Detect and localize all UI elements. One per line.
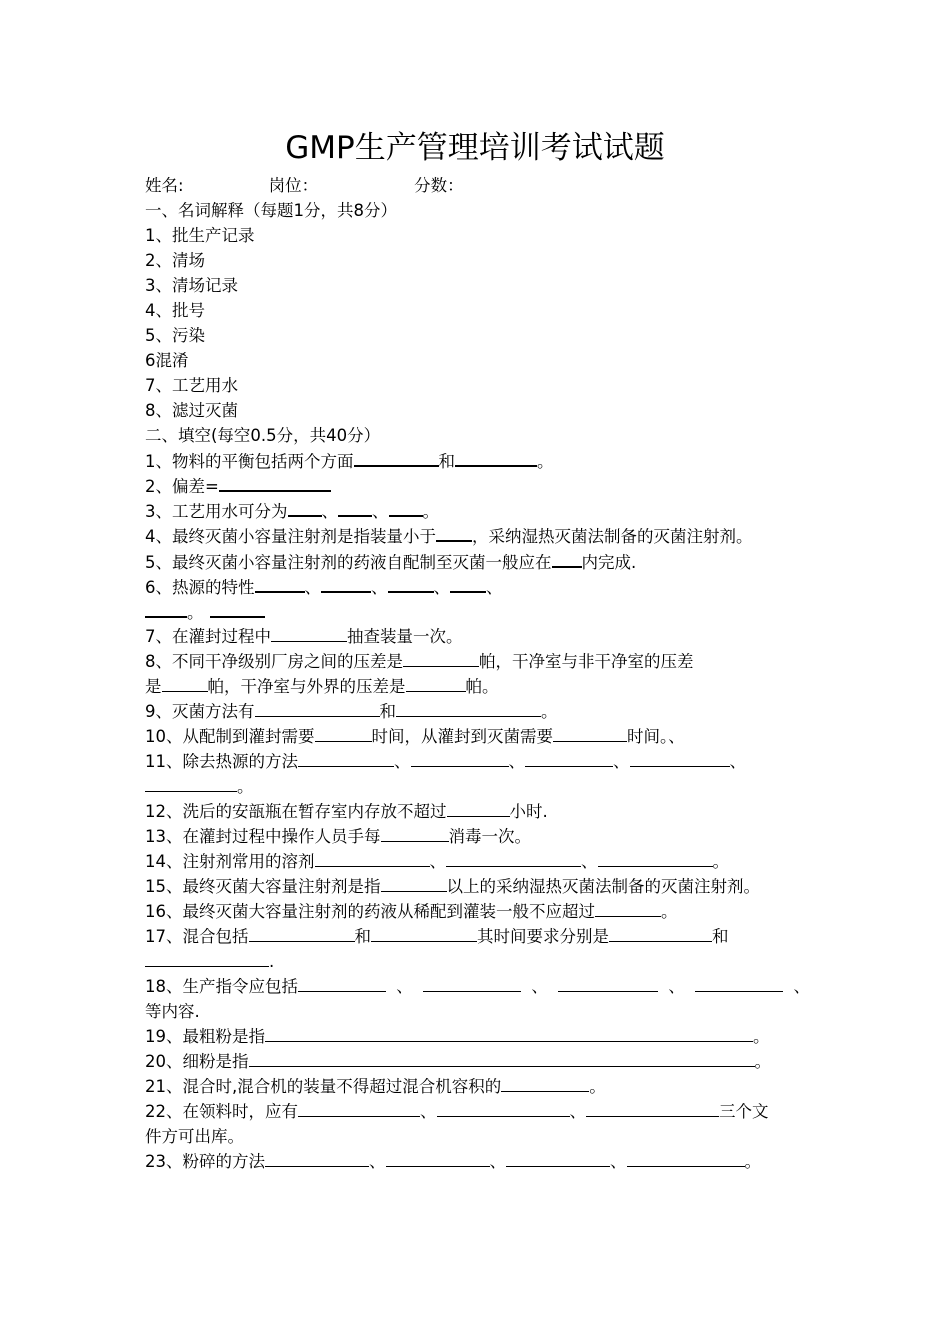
blank[interactable] — [255, 574, 305, 593]
blank[interactable] — [271, 624, 347, 642]
question-10 — [145, 724, 810, 749]
question-5 — [145, 549, 810, 574]
question-13 — [145, 824, 810, 849]
separator: 、 — [429, 852, 446, 871]
question-text: 三个文 — [719, 1102, 769, 1121]
question-8-cont — [145, 674, 810, 699]
blank[interactable] — [525, 749, 613, 767]
question-text: 帕。 — [465, 677, 499, 696]
question-text: 帕，干净室与非干净室的压差 — [479, 652, 694, 671]
question-text: 13、在灌封过程中操作人员手每 — [145, 827, 381, 846]
separator: 、 — [420, 1102, 437, 1121]
question-23 — [145, 1149, 810, 1174]
question-17 — [145, 924, 810, 949]
question-text: 。 — [744, 1152, 761, 1171]
blank[interactable] — [609, 924, 712, 942]
question-18 — [145, 974, 810, 999]
blank[interactable] — [265, 1024, 753, 1042]
question-text: 17、混合包括 — [145, 927, 249, 946]
blank[interactable] — [450, 574, 486, 593]
question-text: 和 — [354, 927, 371, 946]
question-text: 。 — [187, 603, 204, 622]
blank[interactable] — [354, 448, 439, 467]
question-text: 15、最终灭菌大容量注射剂是指 — [145, 877, 381, 896]
question-22-cont: 件方可出库。 — [145, 1127, 244, 1146]
blank[interactable] — [321, 574, 371, 593]
question-text: 1、物料的平衡包括两个方面 — [145, 452, 354, 471]
separator: 、 — [793, 977, 810, 996]
blank[interactable] — [436, 523, 472, 542]
blank[interactable] — [586, 1099, 719, 1117]
blank[interactable] — [298, 749, 394, 767]
separator: 、 — [613, 752, 630, 771]
separator: 、 — [668, 977, 685, 996]
list-item: 6混淆 — [145, 351, 189, 370]
question-text: ，采纳湿热灭菌法制备的灭菌注射剂。 — [472, 527, 753, 546]
question-11-cont — [145, 774, 810, 799]
question-17-cont — [145, 949, 810, 974]
blank[interactable] — [403, 649, 479, 667]
question-16 — [145, 899, 810, 924]
blank[interactable] — [396, 699, 541, 717]
list-item: 2、清场 — [145, 251, 205, 270]
question-text: 22、在领料时，应有 — [145, 1102, 298, 1121]
blank[interactable] — [455, 448, 537, 467]
question-18-cont: 等内容. — [145, 1002, 200, 1021]
question-2 — [145, 473, 810, 498]
question-text: 19、最粗粉是指 — [145, 1027, 265, 1046]
question-20 — [145, 1049, 810, 1074]
blank[interactable] — [447, 799, 510, 817]
question-text: 时间。、 — [627, 727, 685, 746]
header-fields — [145, 173, 810, 198]
question-text: 、 — [372, 502, 389, 521]
separator: 、 — [489, 1152, 506, 1171]
question-text: 。 — [422, 502, 439, 521]
blank[interactable] — [553, 724, 627, 742]
blank[interactable] — [437, 1099, 570, 1117]
score-label: 分数： — [414, 176, 464, 195]
section1-heading: 一、名词解释（每题1分，共8分） — [145, 201, 397, 220]
blank[interactable] — [558, 974, 658, 992]
section2-heading: 二、填空(每空0.5分，共40分） — [145, 426, 381, 445]
question-text: 是 — [145, 677, 162, 696]
question-text: 5、最终灭菌小容量注射剂的药液自配制至灭菌一般应在 — [145, 553, 552, 572]
question-11 — [145, 749, 810, 774]
question-text: 23、粉碎的方法 — [145, 1152, 265, 1171]
blank[interactable] — [162, 674, 208, 692]
question-7 — [145, 624, 810, 649]
question-4 — [145, 523, 810, 549]
question-9 — [145, 699, 810, 724]
question-text: 20、细粉是指 — [145, 1052, 249, 1071]
question-12 — [145, 799, 810, 824]
question-text: . — [269, 952, 275, 971]
blank[interactable] — [145, 774, 237, 792]
blank[interactable] — [423, 974, 521, 992]
blank[interactable] — [338, 498, 372, 517]
question-text: 16、最终灭菌大容量注射剂的药液从稀配到灌装一般不应超过 — [145, 902, 595, 921]
list-item: 4、批号 — [145, 301, 205, 320]
separator: 、 — [371, 578, 388, 597]
list-item: 7、工艺用水 — [145, 376, 238, 395]
question-text: 以上的采纳湿热灭菌法制备的灭菌注射剂。 — [446, 877, 760, 896]
separator: 、 — [531, 977, 548, 996]
blank[interactable] — [501, 1074, 589, 1092]
question-3 — [145, 498, 810, 523]
blank[interactable] — [145, 599, 187, 618]
blank[interactable] — [255, 699, 380, 717]
blank[interactable] — [249, 924, 355, 942]
blank[interactable] — [381, 824, 449, 842]
blank[interactable] — [315, 724, 372, 742]
question-text: 帕，干净室与外界的压差是 — [207, 677, 406, 696]
question-text: 。 — [754, 1052, 771, 1071]
question-text: 3、工艺用水可分为 — [145, 502, 288, 521]
question-1 — [145, 448, 810, 473]
blank[interactable] — [249, 1049, 755, 1067]
question-15 — [145, 874, 810, 899]
blank[interactable] — [288, 498, 322, 517]
question-text: 。 — [712, 852, 729, 871]
question-text: 。 — [237, 777, 254, 796]
blank[interactable] — [627, 1149, 745, 1167]
separator: 、 — [729, 752, 746, 771]
blank[interactable] — [219, 473, 331, 492]
blank[interactable] — [411, 749, 509, 767]
blank[interactable] — [298, 1099, 420, 1117]
question-text: 。 — [589, 1077, 606, 1096]
separator: 、 — [304, 578, 321, 597]
question-text: 11、除去热源的方法 — [145, 752, 298, 771]
exam-body — [145, 173, 810, 1174]
question-text: 7、在灌封过程中 — [145, 627, 271, 646]
question-text: 18、生产指令应包括 — [145, 977, 298, 996]
separator: 、 — [433, 578, 450, 597]
blank[interactable] — [298, 974, 386, 992]
blank[interactable] — [386, 1149, 490, 1167]
question-text: 。 — [753, 1027, 770, 1046]
blank[interactable] — [695, 974, 783, 992]
separator: 、 — [369, 1152, 386, 1171]
question-22 — [145, 1099, 810, 1124]
question-text: 和 — [712, 927, 729, 946]
blank[interactable] — [265, 1149, 369, 1167]
question-text: 消毒一次。 — [448, 827, 531, 846]
question-text: 8、不同干净级别厂房之间的压差是 — [145, 652, 403, 671]
blank[interactable] — [406, 674, 466, 692]
question-text: 抽查装量一次。 — [347, 627, 463, 646]
question-text: 10、从配制到灌封需要 — [145, 727, 315, 746]
question-text: 内完成. — [581, 553, 637, 572]
blank[interactable] — [389, 498, 423, 517]
separator: 、 — [581, 852, 598, 871]
question-text: 。 — [541, 702, 558, 721]
question-text: 12、洗后的安瓿瓶在暂存室内存放不超过 — [145, 802, 447, 821]
question-text: 14、注射剂常用的溶剂 — [145, 852, 315, 871]
blank[interactable] — [595, 899, 661, 917]
blank[interactable] — [552, 549, 582, 568]
question-text: 小时. — [509, 802, 548, 821]
blank[interactable] — [381, 874, 447, 892]
list-item: 5、污染 — [145, 326, 205, 345]
list-item: 8、滤过灭菌 — [145, 401, 238, 420]
blank[interactable] — [315, 849, 430, 867]
question-18-start — [145, 974, 386, 999]
blank[interactable] — [598, 849, 713, 867]
blank[interactable] — [388, 574, 434, 593]
list-item: 1、批生产记录 — [145, 226, 255, 245]
question-6 — [145, 574, 810, 599]
post-label: 岗位： — [268, 176, 319, 195]
separator: 、 — [394, 752, 411, 771]
question-text: 时间，从灌封到灭菌需要 — [371, 727, 553, 746]
page-title: GMP生产管理培训考试试题 — [285, 130, 665, 166]
separator: 、 — [508, 752, 525, 771]
separator: 、 — [486, 578, 503, 597]
question-text: 2、偏差= — [145, 477, 219, 496]
question-text: 9、灭菌方法有 — [145, 702, 255, 721]
blank[interactable] — [145, 949, 269, 967]
question-text: 和 — [379, 702, 396, 721]
question-21 — [145, 1074, 810, 1099]
question-6-cont — [145, 599, 810, 624]
question-19 — [145, 1024, 810, 1049]
question-text: 、 — [321, 502, 338, 521]
question-text: 21、混合时,混合机的装量不得超过混合机容积的 — [145, 1077, 502, 1096]
separator: 、 — [396, 977, 413, 996]
question-text: 其时间要求分别是 — [477, 927, 609, 946]
question-14 — [145, 849, 810, 874]
question-8 — [145, 649, 810, 674]
blank[interactable] — [446, 849, 581, 867]
separator: 、 — [610, 1152, 627, 1171]
question-text: 。 — [661, 902, 678, 921]
question-text: 。 — [537, 452, 554, 471]
name-label: 姓名: — [145, 176, 184, 195]
question-text: 6、热源的特性 — [145, 578, 255, 597]
separator: 、 — [569, 1102, 586, 1121]
list-item: 3、清场记录 — [145, 276, 238, 295]
blank[interactable] — [506, 1149, 610, 1167]
blank[interactable] — [371, 924, 477, 942]
blank[interactable] — [210, 599, 265, 618]
question-text: 4、最终灭菌小容量注射剂是指装量小于 — [145, 527, 436, 546]
blank[interactable] — [630, 749, 730, 767]
question-text: 和 — [438, 452, 455, 471]
